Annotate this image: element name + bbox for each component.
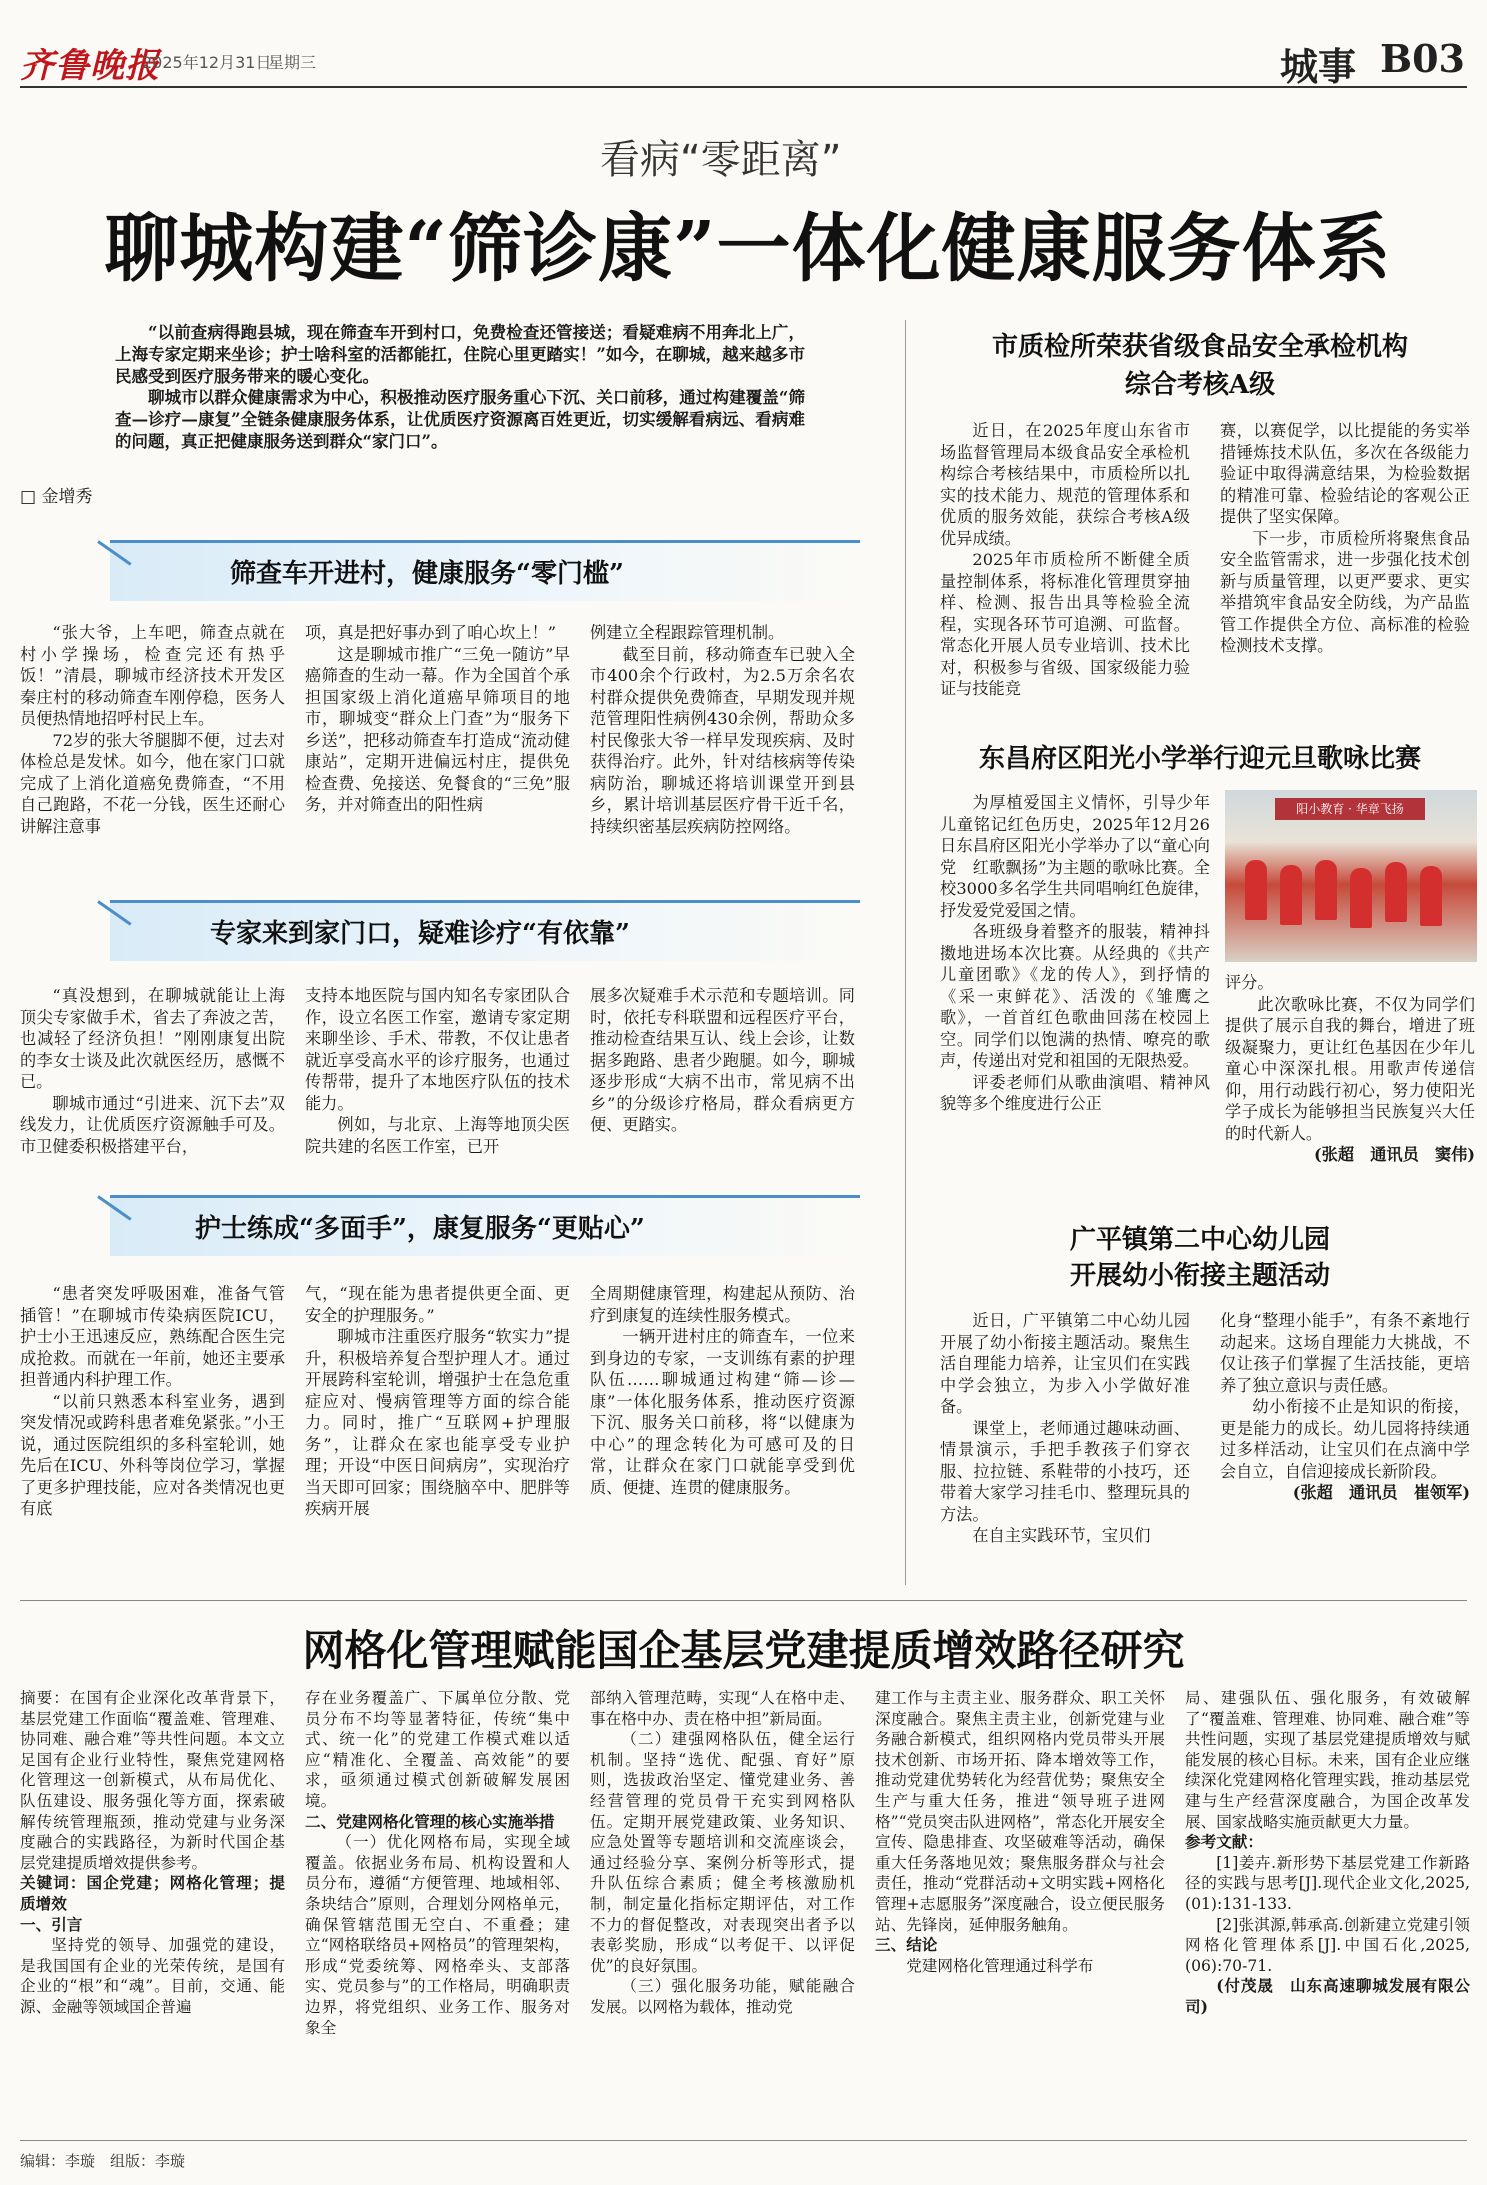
right2-col1 <box>940 792 1210 1115</box>
paragraph: 全周期健康管理，构建起从预防、治疗到康复的连续性服务模式。 <box>590 1284 855 1325</box>
section-title: 筛查车开进村，健康服务“零门槛” <box>230 559 624 589</box>
bottom-article-title: 网格化管理赋能国企基层党建提质增效路径研究 <box>302 1626 1185 1675</box>
paragraph: 赛，以赛促学，以比提能的务实举措锤炼技术队伍，多次在各级能力验证中取得满意结果，为检验数据的精准可靠、检验结论的客观公正提供了坚实保障。 <box>1220 421 1470 526</box>
section-title: 专家来到家门口，疑难诊疗“有依靠” <box>210 919 630 949</box>
bottom-col1 <box>20 1688 285 2018</box>
story-credit: (张超 通讯员 窦伟) <box>1313 1145 1475 1164</box>
paragraph: 展多次疑难手术示范和专题培训。同时，依托专科联盟和远程医疗平台，推动检查结果互认、线上会诊，让数据多跑路、患者少跑腿。如今，聊城逐步形成“大病不出市，常见病不出乡”的分级诊疗格局，群众看病更方便、更踏实。 <box>590 986 855 1134</box>
main-headline: 聊城构建“筛诊康”一体化健康服务体系 <box>104 206 1392 292</box>
right2-col2 <box>1225 972 1475 1166</box>
title-line: 开展幼小衔接主题活动 <box>1069 1261 1330 1291</box>
bottom-col4 <box>875 1688 1165 1976</box>
paragraph: 党建网格化管理通过科学布 <box>906 1956 1094 1975</box>
stage-banner: 阳小教育 · 华章飞扬 <box>1275 798 1425 820</box>
right1-col1 <box>940 420 1190 700</box>
paragraph: 各班级身着整齐的服装，精神抖擞地进场本次比赛。从经典的《共产儿童团歌》《龙的传人》，到抒情的《采一束鲜花》、活泼的《雏鹰之歌》，一首首红色歌曲回荡在校园上空。同学们以饱满的热情、嘹亮的歌声，传递出对党和祖国的无限热爱。 <box>940 922 1210 1070</box>
paragraph: 72岁的张大爷腿脚不便，过去对体检总是发怵。如今，他在家门口就完成了上消化道癌免费筛查，“不用自己跑路，不花一分钱，医生还耐心讲解注意事 <box>20 730 285 836</box>
footer-rule <box>20 2140 1467 2141</box>
paragraph: （一）优化网格布局，实现全域覆盖。依据业务布局、机构设置和人员分布，遵循“方便管理、地域相邻、条块结合”原则，合理划分网格单元，确保管辖范围无空白、不重叠；建立“网格联络员+网格员”的管理架构，形成“党委统筹、网格牵头、支部落实、党员参与”的工作格局，明确职责边界，将党组织、业务工作、服务对象全 <box>305 1833 570 2037</box>
paragraph: （三）强化服务功能，赋能融合发展。以网格为载体，推动党 <box>590 1977 855 2016</box>
student-figure <box>1350 868 1372 928</box>
paragraph: 例如，与北京、上海等地顶尖医院共建的名医工作室，已开 <box>305 1115 570 1156</box>
heading: 一、引言 <box>20 1914 83 1934</box>
paragraph: 存在业务覆盖广、下属单位分散、党员分布不均等显著特征，传统“集中式、统一化”的党建工作模式难以适应“精准化、全覆盖、高效能”的要求，亟须通过模式创新破解发展困境。 <box>305 1689 570 1810</box>
paragraph: 幼小衔接不止是知识的衔接，更是能力的成长。幼儿园将持续通过多样活动，让宝贝们在点滴中学会自立，自信迎接成长新阶段。 <box>1220 1397 1470 1481</box>
column-divider <box>905 320 906 1585</box>
right-story-title <box>920 1222 1480 1294</box>
masthead-rule <box>20 86 1467 88</box>
paragraph: 下一步，市质检所将聚焦食品安全监管需求，进一步强化技术创新与质量管理，以更严要求、更实举措筑牢食品安全防线，为产品监管工作提供全方位、高标准的检验检测技术支撑。 <box>1220 528 1470 655</box>
heading: 二、党建网格化管理的核心实施举措 <box>305 1811 555 1831</box>
student-figure <box>1245 860 1267 920</box>
section2-col3 <box>590 985 855 1136</box>
paragraph: 项，真是把好事办到了咱心坎上！” <box>305 623 557 642</box>
section-name: 城事 <box>1280 44 1357 89</box>
lead-paragraph: “以前查病得跑县城，现在筛查车开到村口，免费检查还管接送；看疑难病不用奔北上广，上海专家定期来坐诊；护士啥科室的活都能扛，住院心里更踏实！”如今，在聊城，越来越多市民感受到医疗服务带来的暖心变化。 <box>115 323 805 386</box>
editor-credit: 编辑：李璇 组版：李璇 <box>20 2152 186 2170</box>
paragraph: 近日，广平镇第二中心幼儿园开展了幼小衔接主题活动。聚焦生活自理能力培养，让宝贝们在实践中学会独立，为步入小学做好准备。 <box>940 1311 1190 1416</box>
bottom-col2 <box>305 1688 570 2038</box>
title-line: 广平镇第二中心幼儿园 <box>1069 1225 1330 1255</box>
student-figure <box>1280 865 1302 925</box>
section2-col2 <box>305 985 570 1157</box>
main-byline: □ 金增秀 <box>20 487 93 507</box>
right-story-title <box>920 328 1480 404</box>
paragraph: 这是聊城市推广“三免一随访”早癌筛查的生动一幕。作为全国首个承担国家级上消化道癌早筛项目的地市，聊城变“群众上门查”为“服务下乡送”，把移动筛查车打造成“流动健康站”，定期开进偏远村庄，提供免检查费、免接送、免餐食的“三免”服务，并对筛查出的阳性病 <box>305 644 570 814</box>
section3-col2 <box>305 1283 570 1520</box>
paragraph: 坚持党的领导、加强党的建设，是我国国有企业的光荣传统，是国有企业的“根”和“魂”。目前，交通、能源、金融等领域国企普遍 <box>20 1936 285 2016</box>
paragraph: 在自主实践环节，宝贝们 <box>972 1526 1151 1545</box>
lead-paragraph: 聊城市以群众健康需求为中心，积极推动医疗服务重心下沉、关口前移，通过构建覆盖“筛查—诊疗—康复”全链条健康服务体系，让优质医疗资源离百姓更近，切实缓解看病远、看病难的问题，真正把健康服务送到群众“家门口”。 <box>115 388 805 451</box>
student-figure <box>1420 866 1442 926</box>
section3-col1 <box>20 1283 285 1520</box>
paragraph: 支持本地医院与国内知名专家团队合作，设立名医工作室，邀请专家定期来聊坐诊、手术、带教，不仅让患者就近享受高水平的诊疗服务，也通过传帮带，提升了本地医疗队伍的技术能力。 <box>305 986 570 1113</box>
paragraph: 聊城市注重医疗服务“软实力”提升，积极培养复合型护理人才。通过开展跨科室轮训，增强护士在急危重症应对、慢病管理等方面的综合能力。同时，推广“互联网+护理服务”，让群众在家也能享受专业护理；开设“中医日间病房”，实现治疗当天即可回家；围绕脑卒中、肥胖等疾病开展 <box>305 1327 570 1518</box>
main-lead <box>115 322 805 453</box>
student-figure <box>1385 862 1407 922</box>
story-credit: (张超 通讯员 崔领军) <box>1292 1483 1470 1502</box>
paragraph: 截至目前，移动筛查车已驶入全市400余个行政村，为2.5万余名农村群众提供免费筛查，早期发现并规范管理阳性病例430余例，帮助众多村民像张大爷一样早发现疾病、及时获得治疗。此外，针对结核病等传染病防治，聊城还将培训课堂开到县乡，累计培训基层医疗骨干近千名，持续织密基层疾病防控网络。 <box>590 644 855 836</box>
paragraph: 建工作与主责主业、服务群众、职工关怀深度融合。聚焦主责主业，创新党建与业务融合新模式，组织网格内党员带头开展技术创新、市场开拓、降本增效等工作，推动党建优势转化为经营优势；聚焦安全生产与重大任务，推进“领导班子进网格”“党员突击队进网格”，常态化开展安全宣传、隐患排查、攻坚破难等活动，确保重大任务落地见效；聚焦服务群众与社会责任，推动“党群活动+文明实践+网格化管理+志愿服务”深度融合，设立便民服务站、先锋岗，延伸服务触角。 <box>875 1689 1165 1934</box>
heading: 三、结论 <box>875 1935 938 1955</box>
choir-photo <box>1225 790 1477 962</box>
paragraph: 近日，在2025年度山东省市场监督管理局本级食品安全承检机构综合考核结果中，市质检所以扎实的技术能力、规范的管理体系和优质的服务效能，获综合考核A级优异成绩。 <box>940 421 1190 548</box>
title-line: 市质检所荣获省级食品安全承检机构 <box>991 332 1408 362</box>
paragraph: 例建立全程跟踪管理机制。 <box>590 623 785 642</box>
references-heading: 参考文献： <box>1185 1832 1263 1852</box>
paragraph: 局、建强队伍、强化服务，有效破解了“覆盖难、管理难、协同难、融合难”等共性问题，实现了基层党建提质增效与赋能发展的核心目标。未来，国有企业应继续深化党建网格化管理实践，推动基层党建与生产经营深度融合，为国企改革发展、国家战略实施贡献更大力量。 <box>1185 1689 1470 1831</box>
paragraph: 一辆开进村庄的筛查车，一位来到身边的专家，一支训练有素的护理队伍……聊城通过构建“筛—诊—康”一体化服务体系，推动医疗资源下沉、服务关口前移，将“以健康为中心”的理念转化为可感可及的日常，让群众在家门口就能享受到优质、便捷、连贯的健康服务。 <box>590 1327 855 1497</box>
paragraph: “患者突发呼吸困难，准备气管插管！”在聊城市传染病医院ICU，护士小王迅速反应，熟练配合医生完成抢救。而就在一年前，她还主要承担普通内科护理工作。 <box>20 1284 285 1389</box>
paragraph: 评分。 <box>1225 973 1274 992</box>
paragraph: 气，“现在能为患者提供更全面、更安全的护理服务。” <box>305 1284 570 1325</box>
page-number: B03 <box>1380 36 1465 81</box>
student-figure <box>1315 860 1337 920</box>
bottom-col3 <box>590 1688 855 2018</box>
section2-col1 <box>20 985 285 1157</box>
right3-col1 <box>940 1310 1190 1547</box>
issue-weekday: 星期三 <box>268 53 317 72</box>
paragraph: 此次歌咏比赛，不仅为同学们提供了展示自我的舞台，增进了班级凝聚力，更让红色基因在少年儿童心中深深扎根。用歌声传递信仰，用行动践行初心，努力使阳光学子成长为能够担当民族复兴大任的时代新人。 <box>1225 994 1475 1143</box>
paragraph: 化身“整理小能手”，有条不紊地行动起来。这场自理能力大挑战，不仅让孩子们掌握了生活技能，更培养了独立意识与责任感。 <box>1220 1311 1470 1395</box>
paragraph: “以前只熟悉本科室业务，遇到突发情况或跨科患者难免紧张。”小王说，通过医院组织的多科室轮训，她先后在ICU、外科等岗位学习，掌握了更多护理技能，应对各类情况也更有底 <box>20 1391 285 1518</box>
keywords: 关键词：国企党建；网格化管理；提质增效 <box>20 1873 285 1913</box>
right3-col2 <box>1220 1310 1470 1504</box>
paragraph: “真没想到，在聊城就能让上海顶尖专家做手术，省去了奔波之苦，也减轻了经济负担！”刚刚康复出院的李女士谈及此次就医经历，感慨不已。 <box>20 986 285 1091</box>
paragraph: 评委老师们从歌曲演唱、精神风貌等多个维度进行公正 <box>940 1072 1210 1113</box>
article-rule <box>20 1600 1467 1601</box>
right1-col2 <box>1220 420 1470 657</box>
main-kicker: 看病“零距离” <box>600 137 842 183</box>
article-credit: (付茂晟 山东高速聊城发展有限公司) <box>1185 1976 1470 2016</box>
title-line: 综合考核A级 <box>1124 370 1276 400</box>
section1-col3 <box>590 622 855 837</box>
paragraph: （二）建强网格队伍，健全运行机制。坚持“选优、配强、育好”原则，选拔政治坚定、懂党建业务、善经营管理的党员骨干充实到网格队伍。定期开展党建政策、业务知识、应急处置等专题培训和交流座谈会，通过经验分享、案例分析等形式，提升队伍综合素质；健全考核激励机制，制定量化指标定期评估，对工作不力的督促整改，对表现突出者予以表彰奖励，形成“以考促干、以评促优”的良好氛围。 <box>590 1730 855 1975</box>
paragraph: 2025年市质检所不断健全质量控制体系，将标准化管理贯穿抽样、检测、报告出具等检验全流程，实现各环节可追溯、可监督。常态化开展人员专业培训、技术比对，积极参与省级、国家级能力验证与技能竞 <box>940 550 1190 698</box>
section3-col3 <box>590 1283 855 1498</box>
paragraph: 部纳入管理范畴，实现“人在格中走、事在格中办、责在格中担”新局面。 <box>590 1689 855 1728</box>
paragraph: 为厚植爱国主义情怀，引导少年儿童铭记红色历史，2025年12月26日东昌府区阳光小学举办了以“童心向党 红歌飘扬”为主题的歌咏比赛。全校3000多名学生共同唱响红色旋律，抒发爱党爱国之情。 <box>940 793 1210 920</box>
paragraph: 课堂上，老师通过趣味动画、情景演示，手把手教孩子们穿衣服、拉拉链、系鞋带的小技巧，还带着大家学习挂毛巾、整理玩具的方法。 <box>940 1418 1190 1524</box>
paragraph: 聊城市通过“引进来、沉下去”双线发力，让优质医疗资源触手可及。市卫健委积极搭建平台， <box>20 1093 285 1156</box>
issue-date: 2025年12月31日 <box>142 53 272 72</box>
section1-col2 <box>305 622 570 816</box>
paragraph: “张大爷，上车吧，筛查点就在村小学操场，检查完还有热乎饭！”清晨，聊城市经济技术开发区秦庄村的移动筛查车刚停稳，医务人员便热情地招呼村民上车。 <box>20 623 285 728</box>
section-title: 护士练成“多面手”，康复服务“更贴心” <box>195 1214 645 1244</box>
right-story-title: 东昌府区阳光小学举行迎元旦歌咏比赛 <box>978 744 1421 774</box>
newspaper-logo: 齐鲁晚报 <box>20 46 160 86</box>
abstract: 摘要：在国有企业深化改革背景下，基层党建工作面临“覆盖难、管理难、协同难、融合难”等共性问题。本文立足国有企业行业特性，聚焦党建网格化管理这一创新模式，从布局优化、队伍建设、服务强化等方面，探索破解传统管理瓶颈，推动党建与业务深度融合的实践路径，为新时代国企基层党建提质增效提供参考。 <box>20 1689 285 1872</box>
reference-item: [2]张淇源,韩承高.创新建立党建引领网格化管理体系[J].中国石化,2025,(06):70-71. <box>1185 1915 1470 1975</box>
reference-item: [1]姜卉.新形势下基层党建工作新路径的实践与思考[J].现代企业文化,2025,(01):131-133. <box>1185 1853 1470 1913</box>
bottom-col5 <box>1185 1688 1470 2018</box>
section1-col1 <box>20 622 285 837</box>
